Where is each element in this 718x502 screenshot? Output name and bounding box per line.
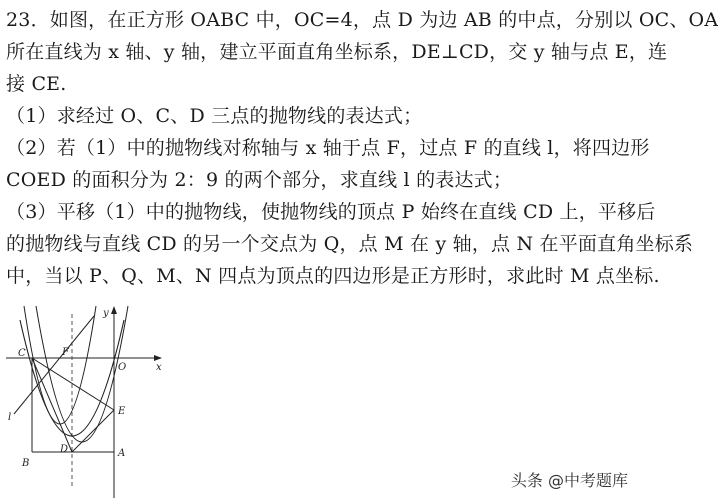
point-label-c: C [18, 348, 26, 359]
figure-svg [6, 302, 174, 498]
source-watermark: 头条 @中考题库 [510, 471, 628, 490]
point-label-e: E [118, 406, 126, 417]
problem-line: COED 的面积分为 2：9 的两个部分，求直线 l 的表达式； [6, 169, 513, 191]
x-axis-label: x [156, 362, 162, 373]
problem-text [6, 4, 718, 292]
parabola-translated-1 [24, 306, 96, 424]
point-label-d: D [60, 444, 69, 455]
line-label-l: l [8, 412, 12, 423]
point-label-o: O [118, 362, 127, 373]
problem-line: 接 CE. [6, 73, 67, 95]
y-axis-arrow [111, 306, 117, 314]
question-1: （1）求经过 O、C、D 三点的抛物线的表达式； [6, 105, 423, 127]
line-l [14, 316, 94, 414]
problem-line: 所在直线为 x 轴、y 轴，建立平面直角坐标系，DE⊥CD，交 y 轴与点 E，连 [6, 41, 668, 63]
point-label-a: A [118, 448, 126, 459]
problem-line: 23．如图，在正方形 OABC 中，OC=4，点 D 为边 AB 的中点，分别以 OC、OA [6, 9, 718, 31]
problem-line: 的抛物线与直线 CD 的另一个交点为 Q，点 M 在 y 轴，点 N 在平面直角坐标系 [6, 233, 694, 255]
question-2: （2）若（1）中的抛物线对称轴与 x 轴于点 F，过点 F 的直线 l，将四边形 [6, 137, 650, 159]
problem-line: 中，当以 P、Q、M、N 四点为顶点的四边形是正方形时，求此时 M 点坐标. [6, 265, 660, 287]
x-axis-arrow [154, 355, 162, 361]
point-label-b: B [22, 458, 30, 469]
geometry-figure [6, 302, 174, 498]
point-label-f: F [62, 347, 69, 358]
question-3: （3）平移（1）中的抛物线，使抛物线的顶点 P 始终在直线 CD 上，平移后 [6, 201, 656, 223]
y-axis-label: y [103, 308, 109, 319]
segment-cd [32, 358, 72, 452]
